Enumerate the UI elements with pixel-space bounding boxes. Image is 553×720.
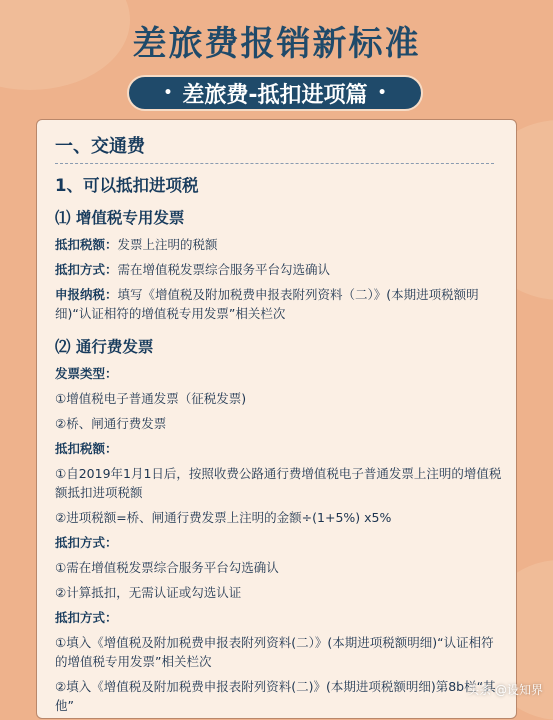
page-title: 差旅费报销新标准 xyxy=(132,24,421,64)
toll-method-item-1: ①需在增值税发票综合服务平台勾选确认 xyxy=(55,560,279,575)
subtitle-text: 差旅费-抵扣进项篇 xyxy=(182,82,368,108)
vat-row-method xyxy=(55,260,502,279)
watermark-text: 头条 @设知界 xyxy=(467,683,543,697)
watermark xyxy=(467,681,543,698)
bullet-right: • xyxy=(377,85,387,101)
toll-amount-item-1: ①自2019年1月1日后，按照收费公路通行费增值税电子普通发票上注明的增值税额抵扣进项税额 xyxy=(55,466,502,500)
toll-type-item-1: ①增值税电子普通发票（征税发票) xyxy=(55,391,247,406)
toll-method2-item-2: ②填入《增值税及附加税费申报表附列资料(二)》(本期进项税额明细)第8b栏“其他” xyxy=(55,679,496,713)
subtitle-banner xyxy=(127,75,423,111)
vat-row-amount-key: 抵扣税额： xyxy=(55,237,118,252)
section-heading: 一、交通费 xyxy=(55,136,145,157)
vat-row-method-text: 需在增值税发票综合服务平台勾选确认 xyxy=(117,262,331,277)
toll-method2-label: 抵扣方式： xyxy=(55,610,118,625)
content-card xyxy=(36,119,517,719)
toll-method-label: 抵扣方式： xyxy=(55,535,118,550)
vat-row-amount-text: 发票上注明的税额 xyxy=(117,237,218,252)
toll-amount-item-2: ②进项税额=桥、闸通行费发票上注明的金额÷(1+5%) x5% xyxy=(55,510,392,525)
vat-row-declare xyxy=(55,285,502,323)
dashed-divider xyxy=(55,163,494,164)
toll-type-label: 发票类型： xyxy=(55,366,118,381)
toll-type-item-2: ②桥、闸通行费发票 xyxy=(55,416,167,431)
bullet-left: • xyxy=(163,85,173,101)
toll-invoice-title: ⑵ 通行费发票 xyxy=(55,338,154,356)
vat-special-title: ⑴ 增值税专用发票 xyxy=(55,209,185,227)
toll-method2-item-1: ①填入《增值税及附加税费申报表附列资料(二）》(本期进项税额明细)“认证相符的增值税专用发票”相关栏次 xyxy=(55,635,494,669)
vat-row-method-key: 抵扣方式： xyxy=(55,262,118,277)
toll-method-item-2: ②计算抵扣，无需认证或勾选认证 xyxy=(55,585,242,600)
toll-amount-label: 抵扣税额： xyxy=(55,441,118,456)
vat-row-declare-key: 申报纳税： xyxy=(55,287,118,302)
vat-row-amount xyxy=(55,235,502,254)
section-subheading: 1、可以抵扣进项税 xyxy=(55,176,199,195)
vat-row-declare-text: 填写《增值税及附加税费申报表附列资料（二）》(本期进项税额明细)“认证相符的增值税专用发票”相关栏次 xyxy=(55,287,479,321)
